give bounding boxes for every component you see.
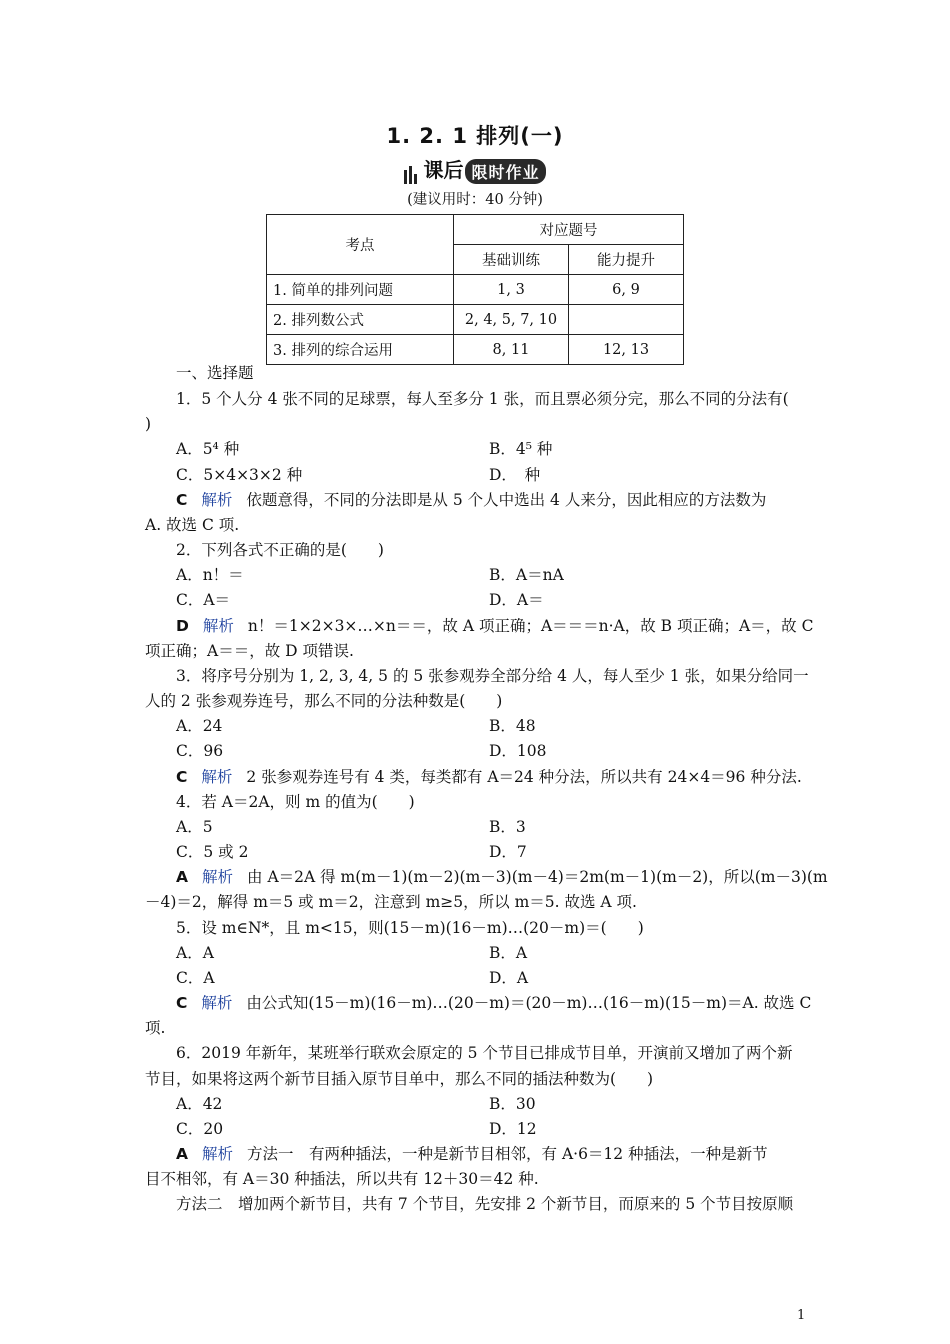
text-line — [176, 918, 644, 938]
option-right: B．30 — [489, 1094, 536, 1113]
option-left: C．5 或 2 — [176, 843, 249, 862]
suggested-time: (建议用时：40 分钟) — [407, 192, 543, 208]
option-left: A．A — [176, 943, 214, 962]
homework-banner — [0, 154, 950, 184]
banner-pill: 限时作业 — [465, 159, 545, 184]
line-text: A. 故选 C 项. — [145, 515, 240, 534]
answer-line — [176, 993, 811, 1013]
options-line — [176, 741, 547, 761]
analysis-label: 解析 — [201, 767, 233, 786]
option-right: D．12 — [489, 1119, 537, 1138]
option-right: D． 种 — [489, 465, 541, 484]
options-line — [176, 817, 526, 837]
option-left: C．96 — [176, 742, 224, 761]
line-text: 人的 2 张参观券连号，那么不同的分法种数是( ) — [145, 692, 503, 711]
option-left: C．5×4×3×2 种 — [176, 465, 303, 484]
option-right: D．A＝ — [489, 591, 544, 610]
table-row — [267, 275, 684, 305]
answer-line — [176, 867, 828, 887]
answer-letter: A — [176, 868, 188, 887]
line-text: 3．将序号分别为 1, 2, 3, 4, 5 的 5 张参观券全部分给 4 人，每人至少 1 张，如果分给同一 — [176, 666, 809, 685]
table-row — [267, 335, 684, 365]
option-right: D．108 — [489, 742, 547, 761]
option-right: D．A — [489, 968, 529, 987]
answer-line — [176, 1144, 768, 1164]
text-line — [176, 666, 809, 686]
line-text: －4)＝2，解得 m＝5 或 m＝2，注意到 m≥5，所以 m＝5. 故选 A 项. — [145, 893, 637, 912]
option-left: A．5 — [176, 817, 213, 836]
analysis-label: 解析 — [202, 868, 234, 887]
line-text: n！＝1×2×3×…×n＝＝，故 A 项正确；A＝＝＝n·A，故 B 项正确；A＝，故 C — [247, 616, 814, 635]
page-number: 1 — [797, 1308, 806, 1323]
option-left: A．5⁴ 种 — [176, 440, 240, 459]
table-cell: 1, 3 — [454, 275, 569, 305]
table-row — [267, 305, 684, 335]
table-cell: 2, 4, 5, 7, 10 — [454, 305, 569, 335]
options-line — [176, 439, 553, 459]
text-line — [176, 1194, 793, 1214]
text-line — [145, 414, 151, 434]
answer-letter: C — [176, 767, 188, 786]
text-line — [176, 792, 415, 812]
page-title: 1. 2. 1 排列(一) — [386, 124, 564, 148]
banner-main: 课后 — [423, 158, 464, 182]
header-topic: 考点 — [267, 215, 454, 275]
option-left: C．A — [176, 968, 215, 987]
analysis-label: 解析 — [202, 1145, 234, 1164]
line-text: 方法一 有两种插法，一种是新节目相邻，有 A·6＝12 种插法，一种是新节 — [247, 1145, 768, 1164]
analysis-label: 解析 — [201, 490, 233, 509]
answer-letter: C — [176, 490, 188, 509]
line-text: 项. — [145, 1019, 166, 1038]
table-cell: 2. 排列数公式 — [267, 305, 454, 335]
options-line — [176, 842, 527, 862]
answer-line — [176, 767, 802, 787]
answer-letter: A — [176, 1145, 188, 1164]
option-right: B．A＝nA — [489, 566, 564, 585]
answer-letter: D — [176, 616, 189, 635]
option-right: B．3 — [489, 817, 526, 836]
text-line — [145, 892, 637, 912]
topic-table — [266, 214, 684, 365]
option-right: B．48 — [489, 717, 536, 736]
text-line — [145, 641, 354, 661]
option-left: C．20 — [176, 1119, 224, 1138]
bars-icon — [404, 160, 419, 184]
analysis-label: 解析 — [202, 616, 234, 635]
option-right: B．4⁵ 种 — [489, 440, 553, 459]
line-text: 2．下列各式不正确的是( ) — [176, 541, 384, 560]
line-text: 2 张参观券连号有 4 类，每类都有 A＝24 种分法，所以共有 24×4＝96 种分法. — [246, 767, 802, 786]
line-text: 方法二 增加两个新节目，共有 7 个节目，先安排 2 个新节目，而原来的 5 个节目按原顺 — [176, 1195, 794, 1214]
option-left: A．42 — [176, 1094, 223, 1113]
line-text: 1．5 个人分 4 张不同的足球票，每人至多分 1 张，而且票必须分完，那么不同的分法有( — [176, 390, 789, 408]
text-line — [145, 1169, 539, 1189]
text-line — [176, 1043, 792, 1063]
table-cell: 6, 9 — [569, 275, 684, 305]
text-line — [145, 1069, 653, 1089]
options-line — [176, 1119, 537, 1139]
options-line — [176, 943, 528, 963]
answer-letter: C — [176, 994, 188, 1013]
line-text: 由公式知(15－m)(16－m)…(20－m)＝(20－m)…(16－m)(15－m)＝A. 故选 C — [246, 994, 812, 1013]
section-heading: 一、选择题 — [176, 364, 254, 382]
header-question-no: 对应题号 — [454, 215, 684, 245]
table-cell: 12, 13 — [569, 335, 684, 365]
options-line — [176, 465, 541, 485]
line-text: 6．2019 年新年，某班举行联欢会原定的 5 个节目已排成节目单，开演前又增加了两个新 — [176, 1044, 793, 1063]
option-left: A．24 — [176, 717, 223, 736]
table-cell — [569, 305, 684, 335]
header-advanced: 能力提升 — [569, 245, 684, 275]
line-text: 依题意得，不同的分法即是从 5 个人中选出 4 人来分，因此相应的方法数为 — [246, 490, 767, 509]
option-right: B．A — [489, 943, 528, 962]
line-text: ) — [145, 415, 152, 434]
options-line — [176, 565, 564, 585]
text-line — [145, 1018, 165, 1038]
options-line — [176, 968, 529, 988]
line-text: 由 A＝2A 得 m(m－1)(m－2)(m－3)(m－4)＝2m(m－1)(m－2)，所以(m－3)(m — [247, 868, 828, 887]
text-line — [145, 515, 239, 535]
options-line — [176, 1094, 536, 1114]
table-cell: 1. 简单的排列问题 — [267, 275, 454, 305]
line-text: 4．若 A＝2A，则 m 的值为( ) — [176, 792, 415, 811]
answer-line — [176, 490, 766, 510]
text-line — [176, 389, 789, 409]
options-line — [176, 590, 544, 610]
table-cell: 8, 11 — [454, 335, 569, 365]
option-left: A．n！＝ — [176, 566, 244, 585]
line-text: 节目，如果将这两个新节目插入原节目单中，那么不同的插法种数为( ) — [145, 1069, 654, 1088]
text-line — [145, 691, 502, 711]
answer-line — [176, 616, 813, 636]
text-line — [176, 540, 384, 560]
table-cell: 3. 排列的综合运用 — [267, 335, 454, 365]
analysis-label: 解析 — [201, 994, 233, 1013]
line-text: 目不相邻，有 A＝30 种插法，所以共有 12＋30＝42 种. — [145, 1170, 539, 1189]
options-line — [176, 716, 536, 736]
line-text: 5．设 m∈N*，且 m<15，则(15－m)(16－m)…(20－m)＝( ) — [176, 918, 644, 937]
header-basic: 基础训练 — [454, 245, 569, 275]
option-left: C．A＝ — [176, 591, 231, 610]
line-text: 项正确；A＝＝，故 D 项错误. — [145, 641, 354, 660]
option-right: D．7 — [489, 843, 527, 862]
